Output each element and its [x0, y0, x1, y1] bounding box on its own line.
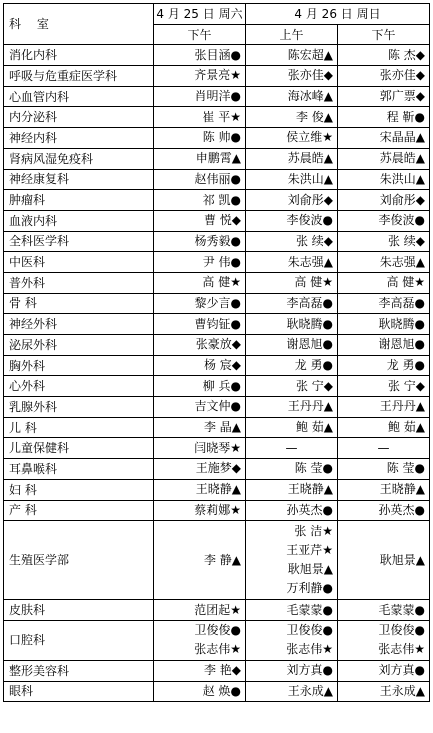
- doctor-cell-d1: [154, 252, 246, 273]
- doctor-name: 王亚芹★: [286, 543, 333, 558]
- doctor-cell-d1: [154, 314, 246, 335]
- dept-name-cell: 神经内科: [4, 128, 154, 149]
- doctor-cell-d2am: [246, 231, 338, 252]
- doctor-name: 范团起★: [194, 602, 241, 617]
- doctor-cell-d1: [154, 148, 246, 169]
- doctor-cell-d1: [154, 107, 246, 128]
- table-row: [4, 169, 430, 190]
- table-row: [4, 660, 430, 681]
- doctor-cell-d2am: [246, 681, 338, 702]
- dept-name-cell: 肾病风湿免疫科: [4, 148, 154, 169]
- dept-name-cell: 血液内科: [4, 210, 154, 231]
- doctor-name: 郭广票◆: [379, 89, 426, 104]
- doctor-cell-d2pm: [338, 660, 430, 681]
- doctor-name: 毛蒙蒙●: [378, 602, 426, 617]
- table-row: [4, 417, 430, 438]
- doctor-cell-d2am: [246, 107, 338, 128]
- doctor-name: 龙 勇●: [294, 358, 333, 373]
- doctor-name: 张志伟★: [378, 642, 426, 657]
- doctor-cell-d2pm: [338, 376, 430, 397]
- doctor-name: 龙 勇●: [386, 358, 426, 373]
- doctor-name: 卫俊俊●: [286, 623, 333, 638]
- table-row: [4, 355, 430, 376]
- doctor-cell-d2am: [246, 335, 338, 356]
- doctor-cell-d2am: [246, 438, 338, 459]
- doctor-cell-d2pm: [338, 681, 430, 702]
- doctor-cell-d2pm: [338, 438, 430, 459]
- doctor-name: 张 宁◆: [295, 378, 333, 393]
- doctor-cell-d2am: [246, 521, 338, 600]
- doctor-cell-d2am: [246, 660, 338, 681]
- doctor-cell-d2pm: [338, 459, 430, 480]
- doctor-name: 李俊波●: [378, 213, 426, 228]
- doctor-name: 王施梦◆: [195, 461, 241, 476]
- doctor-name: 黎少言●: [194, 295, 241, 310]
- date2-am-header: 上午: [246, 24, 338, 45]
- doctor-cell-d1: [154, 231, 246, 252]
- doctor-cell-d1: [154, 376, 246, 397]
- doctor-cell-d2am: [246, 600, 338, 621]
- doctor-name: 宋晶晶▲: [379, 130, 426, 145]
- doctor-cell-d1: [154, 500, 246, 521]
- table-row: [4, 600, 430, 621]
- dept-name-cell: 心血管内科: [4, 86, 154, 107]
- doctor-cell-d2am: [246, 314, 338, 335]
- doctor-name: 卫俊俊●: [378, 623, 426, 638]
- doctor-cell-d1: [154, 210, 246, 231]
- doctor-name: 张志伟★: [194, 642, 241, 657]
- doctor-cell-d1: [154, 45, 246, 66]
- doctor-name: 王永成▲: [287, 683, 333, 698]
- doctor-name: 肖明洋●: [194, 89, 241, 104]
- doctor-name: 李 艳◆: [203, 663, 241, 678]
- table-row: [4, 397, 430, 418]
- doctor-name: 曹 悦◆: [203, 213, 241, 228]
- doctor-name: 蔡莉娜★: [194, 502, 241, 517]
- doctor-name: 杨秀毅●: [194, 233, 241, 248]
- dept-name-cell: 呼吸与危重症医学科: [4, 66, 154, 87]
- table-row: [4, 681, 430, 702]
- doctor-name: 刘俞彤◆: [287, 192, 333, 207]
- dept-name-cell: 全科医学科: [4, 231, 154, 252]
- doctor-cell-d2am: [246, 355, 338, 376]
- dept-name-cell: 儿童保健科: [4, 438, 154, 459]
- doctor-cell-d1: [154, 438, 246, 459]
- doctor-name: 张目涵●: [194, 47, 241, 62]
- doctor-cell-d2am: [246, 66, 338, 87]
- doctor-name: 尹 伟●: [202, 254, 241, 269]
- doctor-name: 赵伟丽●: [194, 171, 241, 186]
- doctor-cell-d2pm: [338, 293, 430, 314]
- dept-name-cell: 神经康复科: [4, 169, 154, 190]
- doctor-name: 毛蒙蒙●: [286, 602, 333, 617]
- doctor-cell-d2pm: [338, 86, 430, 107]
- doctor-name: 李 俊▲: [295, 109, 333, 124]
- doctor-name: 王永成▲: [379, 683, 426, 698]
- dept-name-cell: 产 科: [4, 500, 154, 521]
- doctor-name: 朱洪山▲: [287, 171, 333, 186]
- doctor-cell-d2pm: [338, 500, 430, 521]
- doctor-name: 张亦佳◆: [379, 68, 426, 83]
- doctor-name: 谢恩旭●: [286, 337, 333, 352]
- doctor-name: 孙英杰●: [378, 502, 426, 517]
- doctor-cell-d2pm: [338, 417, 430, 438]
- table-row: [4, 252, 430, 273]
- doctor-cell-d2am: [246, 272, 338, 293]
- doctor-cell-d2pm: [338, 272, 430, 293]
- dept-name-cell: 消化内科: [4, 45, 154, 66]
- doctor-name: 耿旭景▲: [287, 562, 333, 577]
- doctor-name: 朱志强▲: [287, 254, 333, 269]
- doctor-cell-d2am: [246, 293, 338, 314]
- doctor-name: 陈 莹●: [386, 461, 426, 476]
- doctor-cell-d2am: [246, 210, 338, 231]
- doctor-cell-d1: [154, 397, 246, 418]
- doctor-cell-d2am: [246, 459, 338, 480]
- doctor-name: 张志伟★: [286, 642, 333, 657]
- date2-pm-header: 下午: [338, 24, 430, 45]
- doctor-cell-d2pm: [338, 521, 430, 600]
- doctor-name: 王晓静▲: [195, 482, 241, 497]
- doctor-name: 闫晓琴★: [194, 440, 241, 455]
- doctor-name: 陈 莹●: [294, 461, 333, 476]
- doctor-name: 朱洪山▲: [379, 171, 426, 186]
- doctor-cell-d1: [154, 293, 246, 314]
- dept-name-cell: 肿瘤科: [4, 190, 154, 211]
- doctor-cell-d2pm: [338, 620, 430, 660]
- doctor-cell-d1: [154, 66, 246, 87]
- doctor-cell-d2pm: [338, 397, 430, 418]
- dept-name-cell: 儿 科: [4, 417, 154, 438]
- doctor-cell-d2pm: [338, 45, 430, 66]
- doctor-name: 张 洁★: [294, 524, 333, 539]
- doctor-cell-d2pm: [338, 148, 430, 169]
- doctor-name: 万利静●: [286, 581, 333, 596]
- doctor-name: 齐景亮★: [194, 68, 241, 83]
- dept-name-cell: 眼科: [4, 681, 154, 702]
- doctor-cell-d2pm: [338, 231, 430, 252]
- doctor-name: 李俊波●: [286, 213, 333, 228]
- schedule-container: [3, 3, 430, 702]
- table-row: [4, 128, 430, 149]
- table-row: [4, 86, 430, 107]
- doctor-name: 孙英杰●: [286, 502, 333, 517]
- doctor-name: 刘俞彤◆: [379, 192, 426, 207]
- doctor-name: 申鹏霄▲: [195, 151, 241, 166]
- doctor-cell-d1: [154, 459, 246, 480]
- doctor-cell-d2am: [246, 128, 338, 149]
- table-row: [4, 293, 430, 314]
- dept-name-cell: 皮肤科: [4, 600, 154, 621]
- date1-pm-header: 下午: [154, 24, 246, 45]
- table-row: [4, 620, 430, 660]
- doctor-name: 鲍 茹▲: [387, 420, 426, 435]
- doctor-name: 赵 焕●: [202, 683, 241, 698]
- doctor-name: 王丹丹▲: [379, 399, 426, 414]
- doctor-name: 张豪放◆: [195, 337, 241, 352]
- doctor-name: 谢恩旭●: [378, 337, 426, 352]
- doctor-cell-d1: [154, 660, 246, 681]
- table-row: [4, 107, 430, 128]
- doctor-cell-d1: [154, 272, 246, 293]
- doctor-name: 李 静▲: [203, 552, 241, 567]
- table-row: [4, 376, 430, 397]
- doctor-name: 刘方真●: [286, 663, 333, 678]
- table-row: [4, 148, 430, 169]
- table-row: [4, 459, 430, 480]
- doctor-cell-d1: [154, 86, 246, 107]
- table-row: [4, 272, 430, 293]
- doctor-name: 耿旭景▲: [379, 552, 426, 567]
- doctor-cell-d1: [154, 128, 246, 149]
- doctor-cell-d2am: [246, 479, 338, 500]
- doctor-cell-d1: [154, 417, 246, 438]
- doctor-cell-d2am: [246, 45, 338, 66]
- dept-name-cell: 生殖医学部: [4, 521, 154, 600]
- doctor-name: 张 续◆: [387, 233, 426, 248]
- doctor-name: 张亦佳◆: [287, 68, 333, 83]
- doctor-name: 张 宁◆: [387, 378, 426, 393]
- dept-name-cell: 中医科: [4, 252, 154, 273]
- table-row: [4, 190, 430, 211]
- doctor-name: 海冰峰▲: [287, 89, 333, 104]
- doctor-name: 朱志强▲: [379, 254, 426, 269]
- doctor-cell-d1: [154, 479, 246, 500]
- doctor-cell-d2am: [246, 252, 338, 273]
- duty-schedule-table: [3, 3, 430, 702]
- dept-name-cell: 口腔科: [4, 620, 154, 660]
- doctor-name: 陈 帅●: [202, 130, 241, 145]
- doctor-name: 曹钧钲●: [194, 316, 241, 331]
- doctor-name: 王晓静▲: [287, 482, 333, 497]
- doctor-cell-d2pm: [338, 169, 430, 190]
- doctor-cell-d2am: [246, 190, 338, 211]
- doctor-name: 杨 宸◆: [203, 358, 241, 373]
- doctor-cell-d1: [154, 355, 246, 376]
- header-row-dates: [4, 4, 430, 25]
- doctor-cell-d2am: [246, 397, 338, 418]
- doctor-cell-d1: [154, 169, 246, 190]
- doctor-cell-d1: [154, 600, 246, 621]
- table-row: [4, 335, 430, 356]
- doctor-cell-d2am: [246, 620, 338, 660]
- dept-name-cell: 心外科: [4, 376, 154, 397]
- doctor-cell-d2am: [246, 148, 338, 169]
- doctor-name: 陈宏超▲: [287, 47, 333, 62]
- date2-header: 4 月 26 日 周日: [246, 4, 430, 25]
- table-row: [4, 438, 430, 459]
- doctor-cell-d2pm: [338, 210, 430, 231]
- dept-name-cell: 内分泌科: [4, 107, 154, 128]
- dept-name-cell: 胸外科: [4, 355, 154, 376]
- dept-name-cell: 耳鼻喉科: [4, 459, 154, 480]
- doctor-name: 耿晓腾●: [378, 316, 426, 331]
- schedule-body: [4, 45, 430, 702]
- doctor-name: 崔 平★: [202, 109, 241, 124]
- doctor-cell-d2pm: [338, 107, 430, 128]
- doctor-cell-d2am: [246, 169, 338, 190]
- table-row: [4, 521, 430, 600]
- doctor-name: 苏晨皓▲: [287, 151, 333, 166]
- dept-name-cell: 乳腺外科: [4, 397, 154, 418]
- doctor-cell-d2am: [246, 417, 338, 438]
- doctor-name: 李高磊●: [378, 295, 426, 310]
- doctor-name: 李高磊●: [286, 295, 333, 310]
- doctor-name: 高 健★: [202, 275, 241, 290]
- doctor-name: 高 健★: [386, 275, 426, 290]
- doctor-cell-d2pm: [338, 355, 430, 376]
- doctor-cell-d1: [154, 521, 246, 600]
- doctor-cell-d1: [154, 681, 246, 702]
- dept-column-header: 科 室: [4, 4, 154, 45]
- doctor-name: 柳 兵●: [202, 378, 241, 393]
- dept-name-cell: 泌尿外科: [4, 335, 154, 356]
- doctor-cell-d2pm: [338, 314, 430, 335]
- doctor-name: 刘方真●: [378, 663, 426, 678]
- doctor-name: 程 靳●: [386, 109, 426, 124]
- doctor-name: 侯立维★: [286, 130, 333, 145]
- dept-name-cell: 神经外科: [4, 314, 154, 335]
- doctor-cell-d1: [154, 190, 246, 211]
- doctor-cell-d2pm: [338, 600, 430, 621]
- doctor-cell-d1: [154, 335, 246, 356]
- dept-name-cell: 妇 科: [4, 479, 154, 500]
- doctor-name: 卫俊俊●: [194, 623, 241, 638]
- doctor-name: 祁 凯●: [202, 192, 241, 207]
- dept-name-cell: 整形美容科: [4, 660, 154, 681]
- doctor-name: 耿晓腾●: [286, 316, 333, 331]
- doctor-cell-d2am: [246, 86, 338, 107]
- doctor-name: —: [377, 440, 390, 455]
- doctor-name: 高 健★: [294, 275, 333, 290]
- doctor-name: 李 晶▲: [203, 420, 241, 435]
- doctor-name: —: [285, 440, 298, 455]
- doctor-name: 苏晨皓▲: [379, 151, 426, 166]
- doctor-cell-d2am: [246, 500, 338, 521]
- table-row: [4, 479, 430, 500]
- doctor-name: 张 续◆: [295, 233, 333, 248]
- table-row: [4, 210, 430, 231]
- table-row: [4, 314, 430, 335]
- doctor-cell-d2pm: [338, 479, 430, 500]
- doctor-cell-d2pm: [338, 66, 430, 87]
- table-row: [4, 231, 430, 252]
- table-row: [4, 66, 430, 87]
- doctor-name: 鲍 茹▲: [295, 420, 333, 435]
- doctor-cell-d2am: [246, 376, 338, 397]
- table-row: [4, 500, 430, 521]
- doctor-cell-d2pm: [338, 335, 430, 356]
- doctor-name: 王丹丹▲: [287, 399, 333, 414]
- date1-header: 4 月 25 日 周六: [154, 4, 246, 25]
- doctor-cell-d1: [154, 620, 246, 660]
- dept-name-cell: 普外科: [4, 272, 154, 293]
- doctor-cell-d2pm: [338, 252, 430, 273]
- table-row: [4, 45, 430, 66]
- doctor-name: 陈 杰◆: [387, 47, 426, 62]
- dept-name-cell: 骨 科: [4, 293, 154, 314]
- doctor-name: 王晓静▲: [379, 482, 426, 497]
- doctor-cell-d2pm: [338, 128, 430, 149]
- doctor-cell-d2pm: [338, 190, 430, 211]
- doctor-name: 吉文仲●: [194, 399, 241, 414]
